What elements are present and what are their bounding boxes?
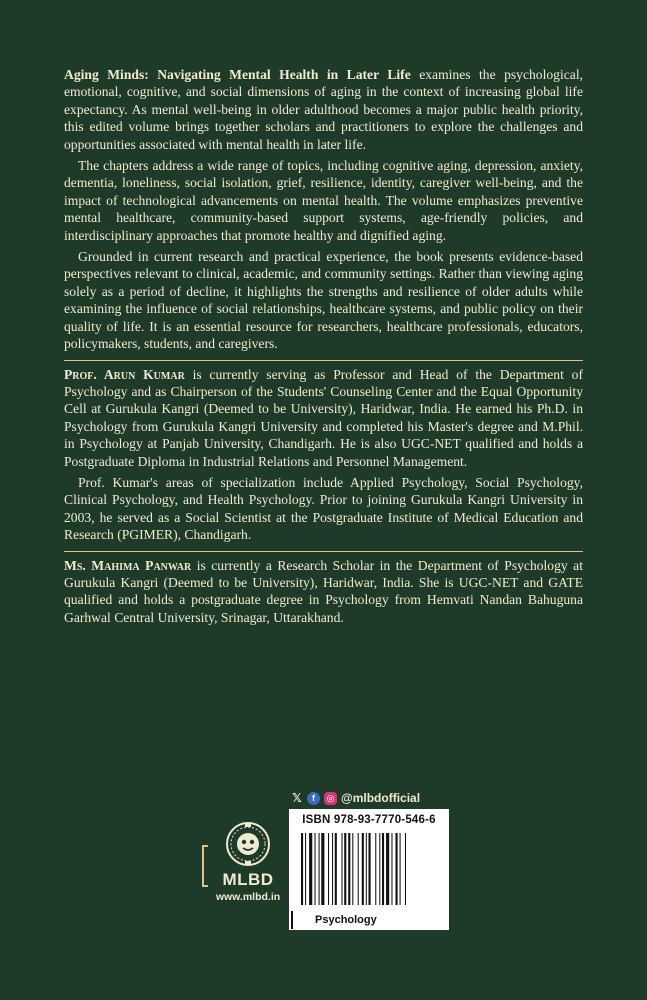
publisher-website: www.mlbd.in <box>215 891 281 903</box>
author1-name: Prof. Arun Kumar <box>64 366 185 382</box>
x-icon: 𝕏 <box>292 791 302 805</box>
author2-bio-text: is currently a Research Scholar in the Department of Psychology at Gurukula Kangri (Deemed to be University), Haridwar, India. She is UGC-NET and GATE qualified and holds a postgraduate degree in Psychology from Hemvati Nandan Bahuguna Garhwal Central University, Srinagar, Uttarakhand. <box>64 557 583 625</box>
divider <box>64 360 583 361</box>
blurb-paragraph-2: The chapters address a wide range of topics, including cognitive aging, depression, anxiety, dementia, loneliness, social isolation, grief, resilience, identity, caregiver well-being, and the impact of technological advancements on mental health. The volume emphasizes preventive mental healthcare, community-based support systems, age-friendly policies, and interdisciplinary approaches that promote healthy and dignified aging. <box>64 158 583 243</box>
barcode-box <box>289 809 449 924</box>
social-links <box>291 791 420 805</box>
publisher-emblem-icon <box>224 820 272 868</box>
blurb-paragraph-1-text: examines the psychological, emotional, cognitive, and social dimensions of aging in the context of increasing global life expectancy. As mental well-being in older adulthood becomes a major public health priority, this edited volume brings together scholars and practitioners to explore the challenges and opportunities associated with mental health in later life. <box>64 67 583 152</box>
category-marker <box>291 911 293 929</box>
divider <box>64 551 583 552</box>
author2-name: Ms. Mahima Panwar <box>64 557 192 573</box>
facebook-icon: f <box>307 792 320 805</box>
barcode-icon <box>299 833 439 907</box>
book-title: Aging Minds: Navigating Mental Health in Later Life <box>64 67 411 82</box>
back-cover-text <box>64 66 583 626</box>
category-label-box <box>289 910 449 930</box>
instagram-icon: ◎ <box>324 792 337 805</box>
publisher-logo <box>208 820 288 903</box>
author1-bio-text: is currently serving as Professor and Head of the Department of Psychology and as Chairperson of the Students' Counseling Center and the Equal Opportunity Cell at Gurukula Kangri (Deemed to be University), Haridwar, India. He earned his Ph.D. in Psychology from Gurukula Kangri University and completed his Master's degree and M.Phil. in Psychology at Panjab University, Chandigarh. He is also UGC-NET qualified and holds a Postgraduate Diploma in Industrial Relations and Personnel Management. <box>64 366 583 469</box>
blurb-paragraph-1 <box>64 66 583 153</box>
publisher-logo-text: MLBD <box>222 870 274 889</box>
isbn-label: ISBN 978-93-7770-546-6 <box>302 814 436 826</box>
author1-bio-paragraph-1 <box>64 366 583 470</box>
author1-bio-paragraph-2: Prof. Kumar's areas of specialization include Applied Psychology, Social Psychology, Clinical Psychology, and Health Psychology. Prior to joining Gurukula Kangri University in 2003, he served as a Social Scientist at the Postgraduate Institute of Medical Education and Research (PGIMER), Chandigarh. <box>64 474 583 543</box>
social-handle: @mlbdofficial <box>341 791 421 805</box>
author2-bio-paragraph <box>64 557 583 627</box>
blurb-paragraph-3: Grounded in current research and practical experience, the book presents evidence-based perspectives relevant to clinical, academic, and community settings. Rather than viewing aging solely as a period of decline, it highlights the strengths and resilience of older adults while examining the influence of social relationships, healthcare systems, and public policy on their quality of life. It is an essential resource for researchers, healthcare professionals, educators, policymakers, students, and caregivers. <box>64 249 583 352</box>
category-label: Psychology <box>315 914 377 926</box>
